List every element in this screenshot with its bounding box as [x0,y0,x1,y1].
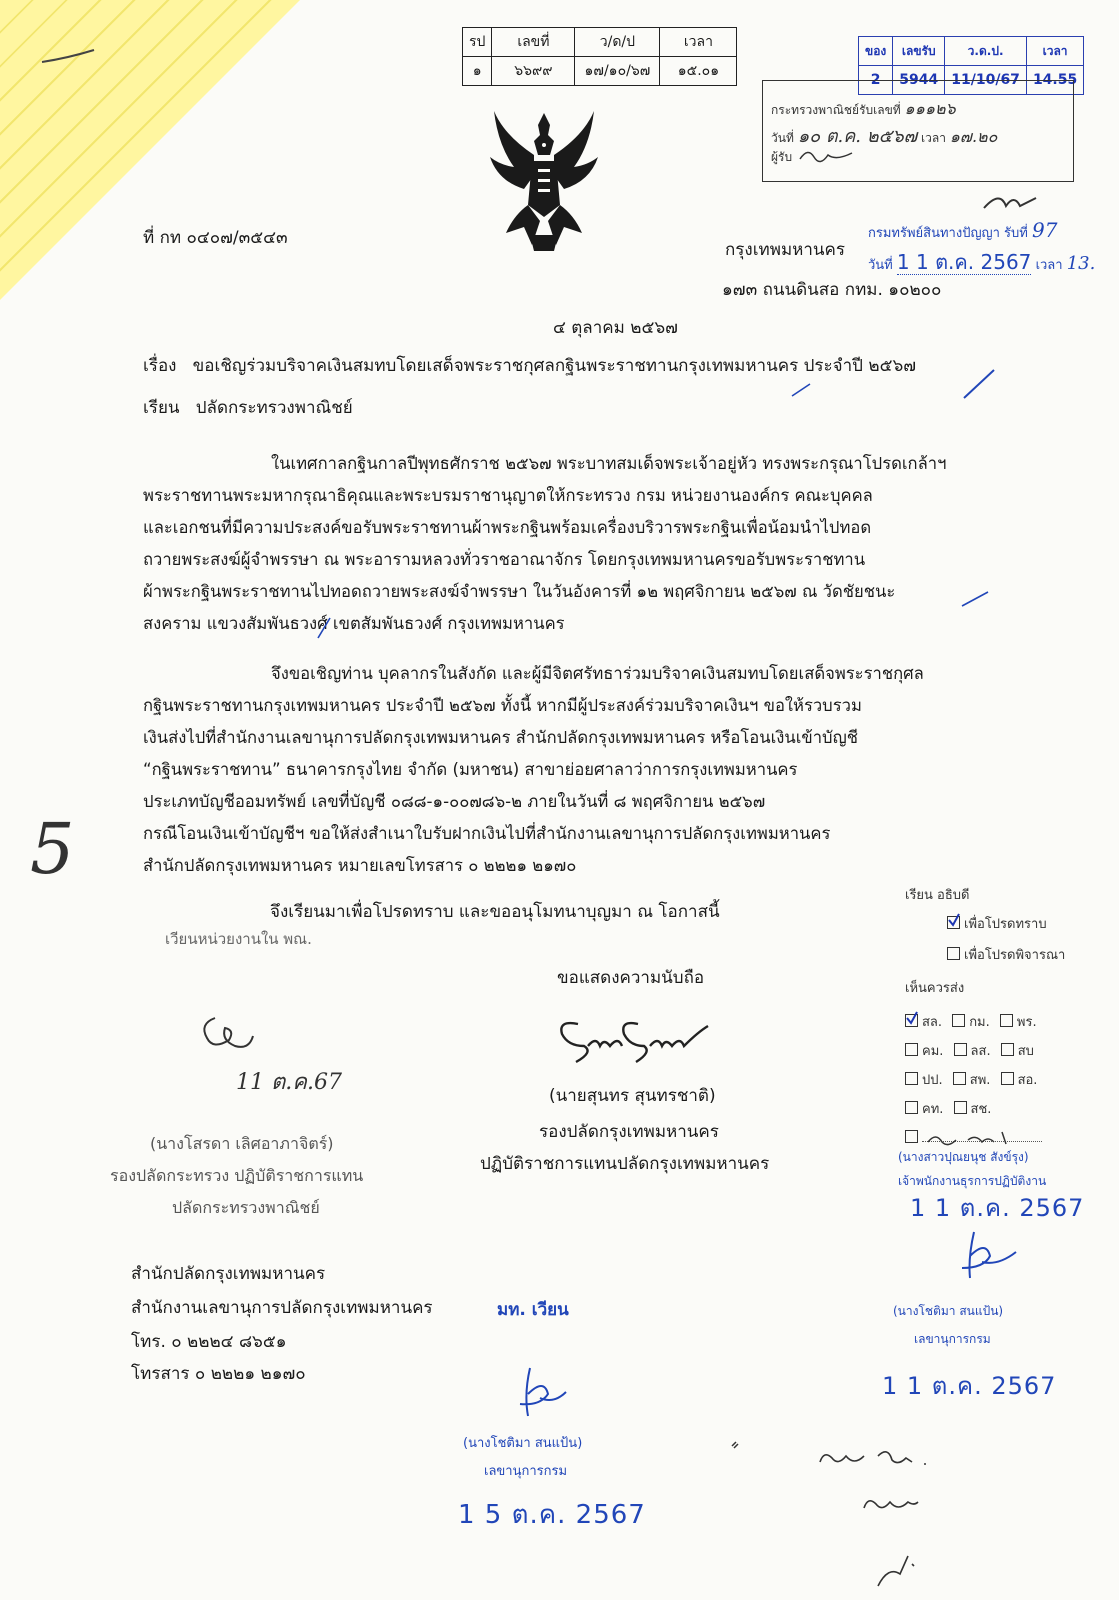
receipt-header: เวลา [660,28,737,57]
checkbox-icon [1000,1014,1013,1027]
blue-value: 5944 [893,66,945,95]
blue-header: ของ [859,37,893,66]
routing-option [947,944,1115,965]
stamp-label: เวลา [921,131,946,145]
receipt-value: ๑๕.๐๑ [660,57,737,86]
signer-name: (นายสุนทร สุนทรชาติ) [549,1086,716,1106]
deputy-sign-date: 11 ต.ค.67 [236,1070,342,1095]
tick-mark [790,382,814,398]
unit-label: สบ [1017,1044,1034,1059]
routing-secretary-title: เลขานุการกรม [914,1332,991,1346]
blue-header: ว.ด.ป. [945,37,1027,66]
handwritten-notes [728,1436,988,1600]
receipt-value: ๑๗/๑๐/๖๗ [575,57,660,86]
receipt-value: ๖๖๙๙ [492,57,575,86]
body-paragraph-1 [143,448,988,640]
blue-header: เวลา [1026,37,1083,66]
circulate-stamp: มท. เวียน [497,1300,569,1320]
routing-secretary-name: (นางโชติมา สนแป้น) [893,1304,1004,1318]
checkbox-icon [954,1043,967,1056]
circulate-note: เวียนหน่วยงานใน พณ. [165,930,312,948]
scribble-signature [980,188,1040,216]
blue-value: 11/10/67 [945,66,1027,95]
sender-address: ๑๗๓ ถนนดินสอ กทม. ๑๐๒๐๐ [722,280,942,300]
deputy-title-2: ปลัดกระทรวงพาณิชย์ [172,1198,320,1217]
receipt-value: ๑ [463,57,492,86]
paragraph-line: เงินส่งไปที่สำนักงานเลขานุการปลัดกรุงเทพมหานคร สำนักปลัดกรุงเทพมหานคร หรือโอนเงินเข้าบัญชี [143,728,858,747]
main-signature [548,1012,718,1072]
deputy-signature [195,1010,265,1060]
signer-title-2: ปฏิบัติราชการแทนปลัดกรุงเทพมหานคร [480,1154,770,1174]
paragraph-line: จึงขอเชิญท่าน บุคลากรในสังกัด และผู้มีจิตศรัทธาร่วมบริจาคเงินสมทบโดยเสด็จพระราชกุศล [271,664,924,683]
unit-label: ปป. [922,1073,943,1088]
body-paragraph-2 [143,658,988,882]
receipt-table [462,27,737,86]
checkbox-checked-icon [947,916,960,929]
paragraph-line: ผ้าพระกฐินพระราชทานไปทอดถวายพระสงฆ์จำพรรษา ในวันอังคารที่ ๑๒ พฤศจิกายน ๒๕๖๗ ณ วัดชัยชนะ [143,582,896,601]
unit-label: คท. [922,1102,944,1117]
addressee: ปลัดกระทรวงพาณิชย์ [195,398,353,418]
ip-dept-date-line [868,246,1095,278]
ip-date: 1 1 ต.ค. 2567 [896,250,1032,274]
routing-to: เรียน อธิบดี [905,888,970,903]
blue-value: 2 [859,66,893,95]
routing-option-label: เพื่อโปรดพิจารณา [964,948,1066,963]
paragraph-line: ถวายพระสงฆ์ผู้จำพรรษา ณ พระอารามหลวงทั่วราชอาณาจักร โดยกรุงเทพมหานครขอรับพระราชทาน [143,550,866,569]
subject-line [143,356,916,376]
paragraph-line: ในเทศกาลกฐินกาลปีพุทธศักราช ๒๕๖๗ พระบาทสมเด็จพระเจ้าอยู่หัว ทรงพระกรุณาโปรดเกล้าฯ [271,454,947,473]
office-tel: โทร. ๐ ๒๒๒๔ ๘๖๕๑ [131,1332,287,1352]
secretary-title: เลขานุการกรม [484,1464,568,1479]
date-stamp-15: 1 5 ต.ค. 2567 [458,1500,646,1530]
ministry-receipt-stamp [762,80,1074,182]
unit-label: สอ. [1017,1073,1038,1088]
blue-value: 14.55 [1026,66,1083,95]
ip-time-label: เวลา [1035,258,1063,273]
subject-text: ขอเชิญร่วมบริจาคเงินสมทบโดยเสด็จพระราชกุศลกฐินพระราชทานกรุงเทพมหานคร ประจำปี ๒๕๖๗ [192,356,917,376]
stamp-label: วันที่ [771,131,794,145]
paragraph-line: กรณีโอนเงินเข้าบัญชีฯ ขอให้ส่งสำเนาใบรับฝากเงินไปที่สำนักงานเลขานุการปลัดกรุงเทพมหานคร [143,824,831,843]
paragraph-line: พระราชทานพระมหากรุณาธิคุณและพระบรมราชานุญาตให้กระทรวง กรม หน่วยงานองค์กร คณะบุคคล [143,486,873,505]
paragraph-line: ประเภทบัญชีออมทรัพย์ เลขที่บัญชี ๐๘๘-๑-๐๐๗๘๖-๒ ภายในวันที่ ๘ พฤศจิกายน ๒๕๖๗ [143,792,766,811]
stamp-time: ๑๗.๒๐ [949,127,998,146]
ip-time: 13. [1066,253,1096,274]
unit-label: คม. [922,1044,944,1059]
routing-date-stamp-2: 1 1 ต.ค. 2567 [882,1372,1057,1400]
secretary-name: (นางโชติมา สนแป้น) [463,1436,583,1451]
receipt-header: เลขที่ [492,28,575,57]
routing-date-stamp: 1 1 ต.ค. 2567 [910,1194,1085,1222]
office-name: สำนักปลัดกรุงเทพมหานคร [131,1264,326,1284]
office-division: สำนักงานเลขานุการปลัดกรุงเทพมหานคร [131,1298,433,1318]
checkbox-checked-icon [905,1014,918,1027]
checkbox-icon [952,1014,965,1027]
ip-dept-org: กรมทรัพย์สินทางปัญญา รับที่ [868,226,1028,241]
receipt-header: ว/ด/ป [575,28,660,57]
checkbox-icon [954,1101,967,1114]
unit-label: สล. [922,1015,943,1030]
officer-name: (นางสาวปุณยนุช สังข์รุง) [898,1150,1029,1164]
checkbox-icon [947,947,960,960]
margin-mark: 5 [30,808,75,890]
checkbox-icon [905,1130,918,1143]
receipt-header: รป [463,28,492,57]
unit-label: กม. [969,1015,990,1030]
stamp-date: ๑๐ ต.ค. ๒๕๖๗ [797,126,918,147]
letter-date: ๔ ตุลาคม ๒๕๖๗ [553,318,678,338]
checkbox-icon [1001,1072,1014,1085]
paragraph-line: สำนักปลัดกรุงเทพมหานคร หมายเลขโทรสาร ๐ ๒๒๒๑ ๒๑๗๐ [143,856,577,875]
office-fax: โทรสาร ๐ ๒๒๒๑ ๒๑๗๐ [131,1364,306,1384]
pen-mark [38,40,98,70]
paragraph-line: และเอกชนที่มีความประสงค์ขอรับพระราชทานผ้าพระกฐินพร้อมเครื่องบริวารพระกฐินเพื่อน้อมนำไปทอด [143,518,872,537]
receiver-signature [796,147,856,165]
subject-label: เรื่อง [143,356,177,376]
blue-header: เลขรับ [893,37,945,66]
secretary-signature [500,1364,570,1424]
closing-line: จึงเรียนมาเพื่อโปรดทราบ และขออนุโมทนาบุญมา ณ โอกาสนี้ [270,902,720,922]
officer-title: เจ้าพนักงานธุรการปฏิบัติงาน [898,1174,1047,1188]
stamp-label: ผู้รับ [771,150,793,164]
checkbox-icon [905,1043,918,1056]
checkbox-icon [905,1072,918,1085]
paragraph-line: “กฐินพระราชทาน” ธนาคารกรุงไทย จำกัด (มหาชน) สาขาย่อยศาลาว่าการกรุงเทพมหานคร [143,760,798,779]
paragraph-line: กฐินพระราชทานกรุงเทพมหานคร ประจำปี ๒๕๖๗ ทั้งนี้ หากมีผู้ประสงค์ร่วมบริจาคเงินฯ ขอให้รวบรวม [143,696,862,715]
checkbox-icon [905,1101,918,1114]
officer-signature [922,1128,1032,1150]
deputy-name: (นางโสรดา เลิศอาภาจิตร์) [150,1134,334,1153]
letter-ref-no: ที่ กท ๐๔๐๗/๓๕๔๓ [143,228,288,248]
checkbox-icon [1001,1043,1014,1056]
unit-label: พร. [1016,1015,1037,1030]
addressee-line [143,398,353,418]
routing-secretary-signature [940,1228,1020,1288]
stamp-label: กระทรวงพาณิชย์รับเลขที่ [771,103,901,117]
garuda-emblem-icon [484,105,604,255]
routing-option-label: เพื่อโปรดทราบ [964,917,1047,932]
sender-city: กรุงเทพมหานคร [725,240,846,260]
tick-mark [960,590,990,610]
ip-date-label: วันที่ [868,258,893,273]
signer-title: รองปลัดกรุงเทพมหานคร [539,1122,719,1142]
unit-label: ลส. [970,1044,991,1059]
unit-label: สช. [970,1102,992,1117]
checkbox-icon [953,1072,966,1085]
addressee-label: เรียน [143,398,180,418]
stamp-value: ๑๑๑๒๖ [904,99,956,118]
paragraph-line: สงคราม แขวงสัมพันธวงศ์ เขตสัมพันธวงศ์ กรุงเทพมหานคร [143,614,565,633]
ip-dept-stamp [868,218,1057,243]
routing-block [905,884,1115,1153]
deputy-title: รองปลัดกระทรวง ปฏิบัติราชการแทน [110,1166,364,1185]
regards: ขอแสดงความนับถือ [557,968,705,988]
ip-dept-no: 97 [1031,218,1058,242]
unit-label: สพ. [969,1073,991,1088]
routing-suggest: เห็นควรส่ง [905,981,965,996]
routing-option [947,913,1115,934]
tick-mark [314,616,334,640]
tick-mark [960,366,1000,402]
